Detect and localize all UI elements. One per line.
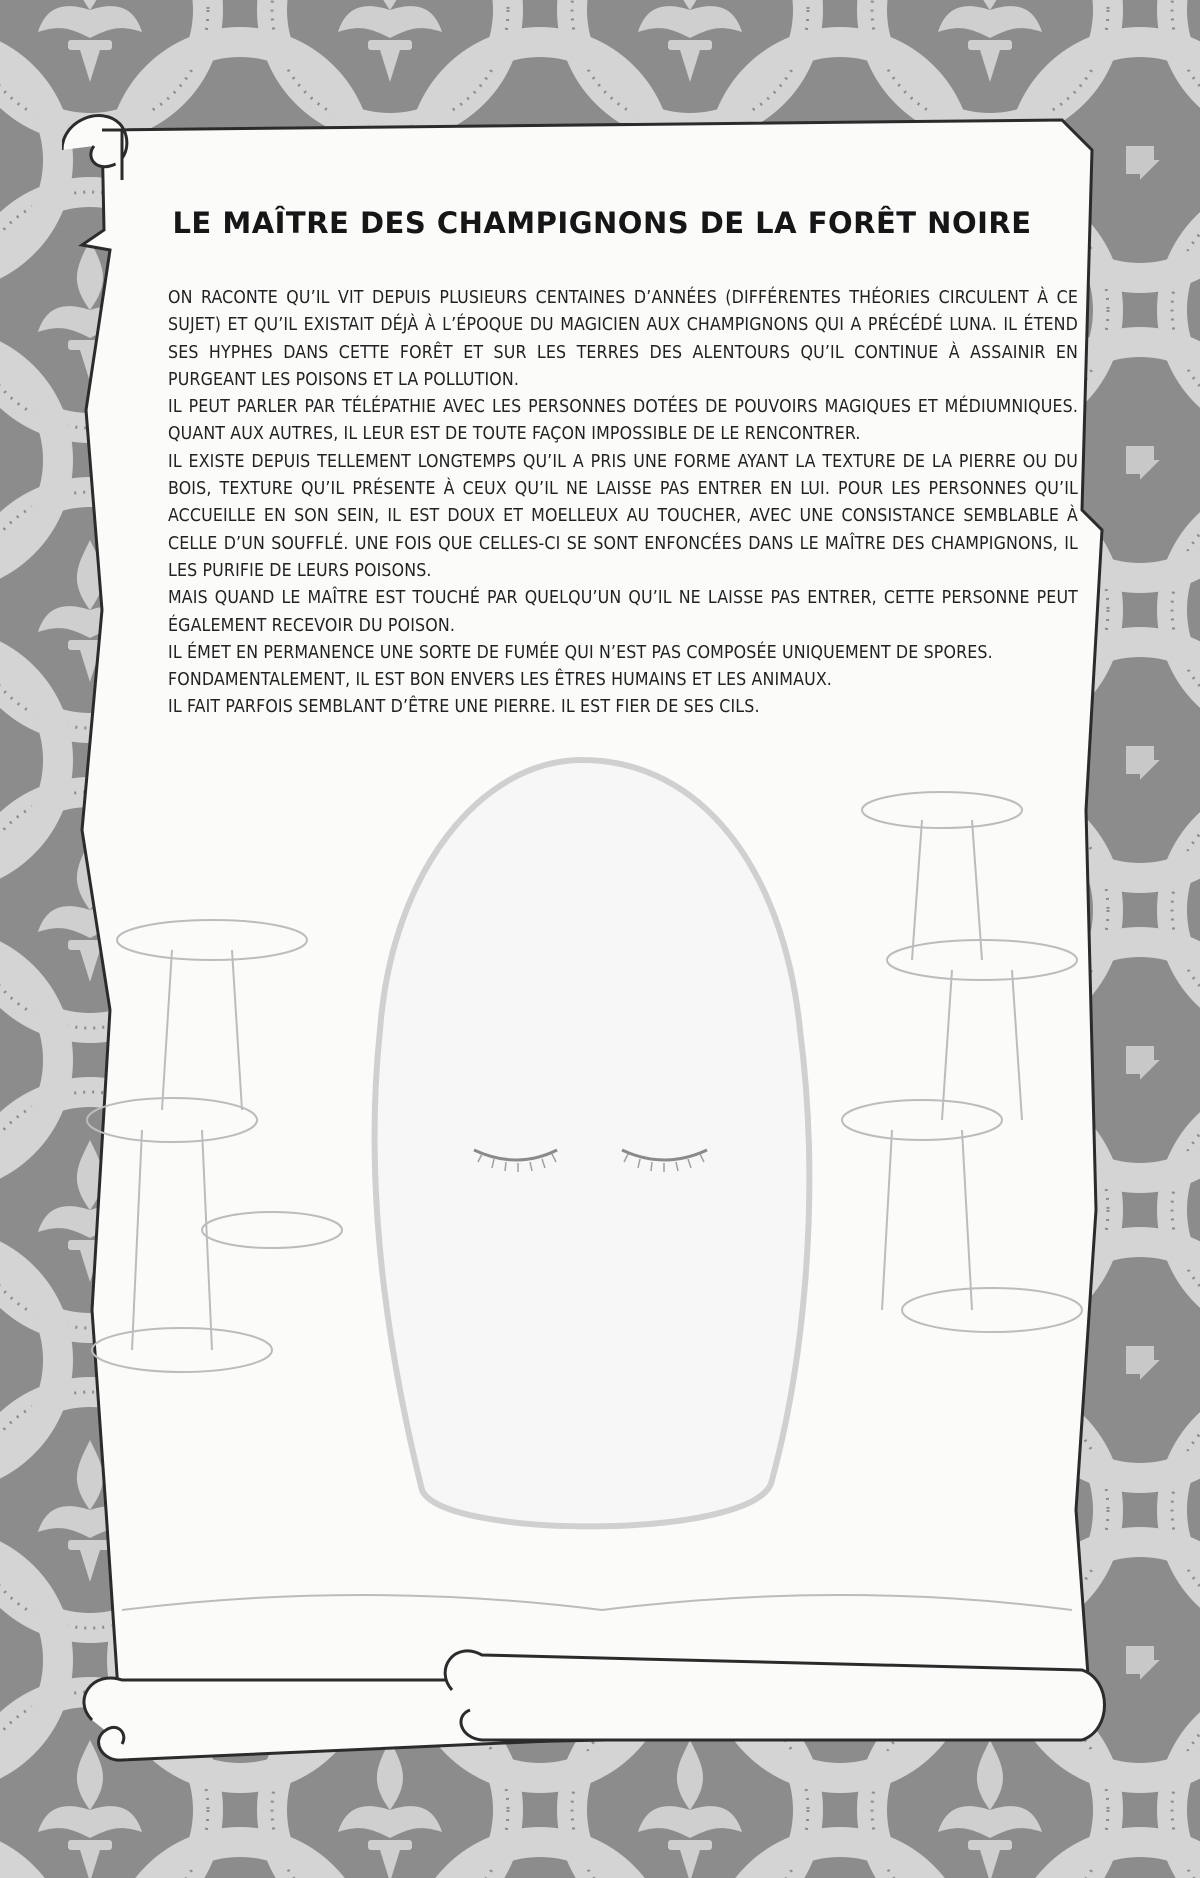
page-title: LE MAÎTRE DES CHAMPIGNONS DE LA FORÊT NOIRE <box>172 206 1032 240</box>
parchment-scroll <box>62 110 1130 1800</box>
paragraph: MAIS QUAND LE MAÎTRE EST TOUCHÉ PAR QUELQU’UN QU’IL NE LAISSE PAS ENTRER, CETTE PERSONNE PEUT ÉGALEMENT RECEVOIR DU POISON. <box>168 588 1078 636</box>
description-text <box>168 285 1078 722</box>
paragraph: FONDAMENTALEMENT, IL EST BON ENVERS LES ÊTRES HUMAINS ET LES ANIMAUX. <box>168 670 832 691</box>
paragraph: ON RACONTE QU’IL VIT DEPUIS PLUSIEURS CENTAINES D’ANNÉES (DIFFÉRENTES THÉORIES CIRCULENT À CE SUJET) ET QU’IL EXISTAIT DÉJÀ À L’ÉPOQUE DU MAGICIEN AUX CHAMPIGNONS QUI A PRÉCÉDÉ LUNA. IL ÉTEND SES HYPHES DANS CETTE FORÊT ET SUR LES TERRES DES ALENTOURS QU’IL CONTINUE À ASSAINIR EN PURGEANT LES POISONS ET LA POLLUTION. <box>168 288 1078 390</box>
paragraph: IL FAIT PARFOIS SEMBLANT D’ÊTRE UNE PIERRE. IL EST FIER DE SES CILS. <box>168 697 760 718</box>
paragraph: IL EXISTE DEPUIS TELLEMENT LONGTEMPS QU’IL A PRIS UNE FORME AYANT LA TEXTURE DE LA PIERRE OU DU BOIS, TEXTURE QU’IL PRÉSENTE À CEUX QU’IL NE LAISSE PAS ENTRER EN LUI. POUR LES PERSONNES QU’IL ACCUEILLE EN SON SEIN, IL EST DOUX ET MOELLEUX AU TOUCHER, AVEC UNE CONSISTANCE SEMBLABLE À CELLE D’UN SOUFFLÉ. UNE FOIS QUE CELLES-CI SE SONT ENFONCÉES DANS LE MAÎTRE DES CHAMPIGNONS, IL LES PURIFIE DE LEURS POISONS. <box>168 451 1078 581</box>
mushroom-master-creature-icon <box>375 760 810 1526</box>
paragraph: IL PEUT PARLER PAR TÉLÉPATHIE AVEC LES PERSONNES DOTÉES DE POUVOIRS MAGIQUES ET MÉDIUMNIQUES. QUANT AUX AUTRES, IL LEUR EST DE TOUTE FAÇON IMPOSSIBLE DE LE RENCONTRER. <box>168 397 1078 445</box>
paragraph: IL ÉMET EN PERMANENCE UNE SORTE DE FUMÉE QUI N’EST PAS COMPOSÉE UNIQUEMENT DE SPORES. <box>168 642 993 663</box>
